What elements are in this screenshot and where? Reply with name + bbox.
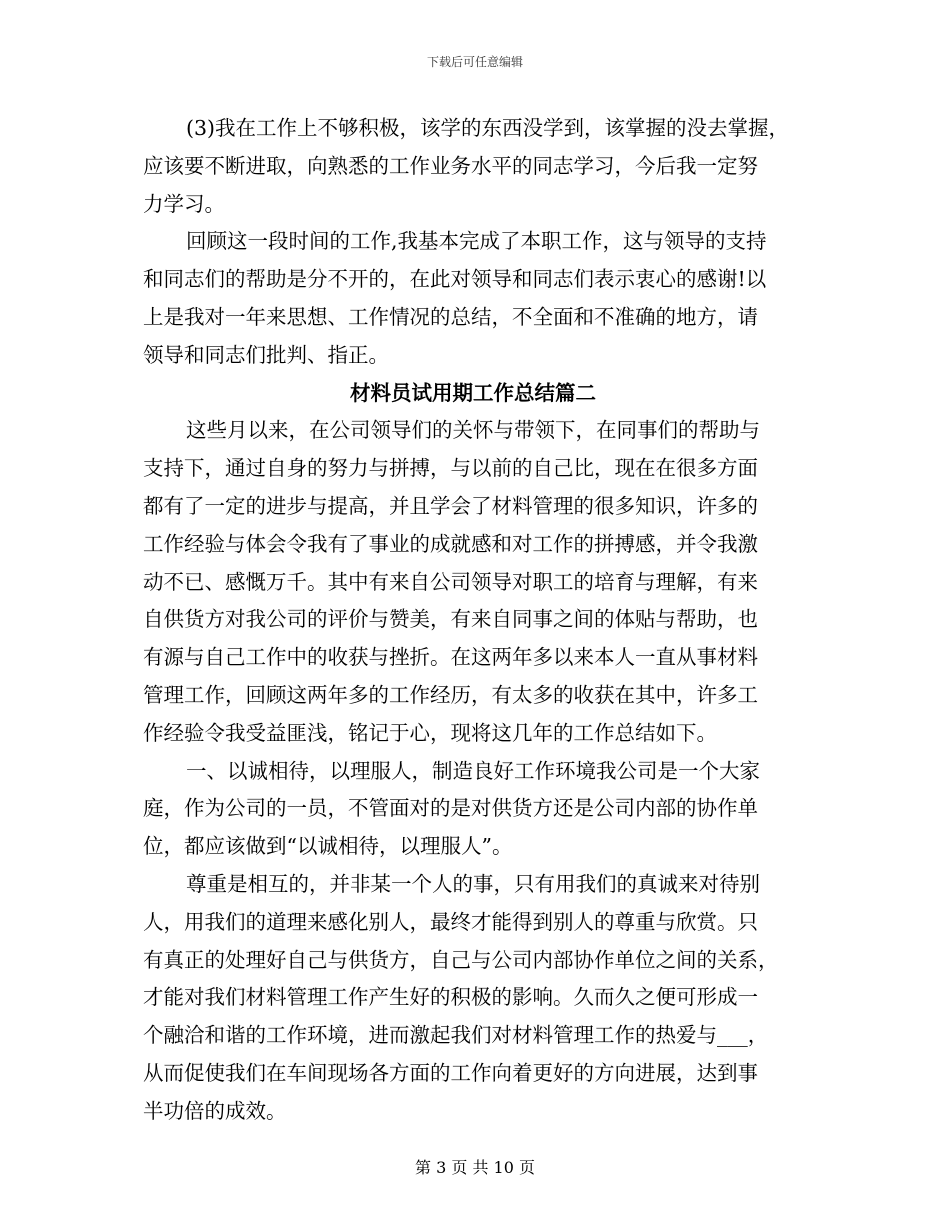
- paragraph-line: 有真正的处理好自己与供货方，自己与公司内部协作单位之间的关系，: [143, 947, 779, 972]
- paragraph-line: 都有了一定的进步与提高，并且学会了材料管理的很多知识，许多的: [143, 493, 758, 518]
- page-number: 第 3 页 共 10 页: [415, 1158, 535, 1177]
- paragraph-line: 支持下，通过自身的努力与拼搏，与以前的自己比，现在在很多方面: [143, 456, 758, 481]
- paragraph-line: 管理工作，回顾这两年多的工作经历，有太多的收获在其中，许多工: [143, 682, 758, 707]
- paragraph-line: 半功倍的成效。: [143, 1098, 287, 1123]
- paragraph-line: 领导和同志们批判、指正。: [143, 342, 389, 367]
- paragraph-line: 作经验令我受益匪浅，铭记于心，现将这几年的工作总结如下。: [143, 720, 717, 745]
- paragraph-line: 一、以诚相待，以理服人，制造良好工作环境我公司是一个大家: [186, 758, 760, 783]
- paragraph-line: 位，都应该做到“以诚相待，以理服人”。: [143, 834, 513, 859]
- paragraph-line: 庭，作为公司的一员，不管面对的是对供货方还是公司内部的协作单: [143, 796, 758, 821]
- paragraph-line: 上是我对一年来思想、工作情况的总结，不全面和不准确的地方，请: [143, 304, 758, 329]
- paragraph-line: 回顾这一段时间的工作,我基本完成了本职工作，这与领导的支持: [186, 229, 767, 254]
- document-body: [143, 110, 803, 1131]
- page-header-note: 下载后可任意编辑: [426, 55, 523, 69]
- section-title: 材料员试用期工作总结篇二: [350, 380, 596, 405]
- paragraph-line: 个融洽和谐的工作环境，进而激起我们对材料管理工作的热爱与___，: [143, 1023, 769, 1048]
- paragraph-line: 人，用我们的道理来感化别人，最终才能得到别人的尊重与欣赏。只: [143, 909, 758, 934]
- paragraph-line: 工作经验与体会令我有了事业的成就感和对工作的拼搏感，并令我激: [143, 531, 758, 556]
- paragraph-line: (3)我在工作上不够积极，该学的东西没学到，该掌握的没去掌握，: [186, 116, 790, 140]
- paragraph-line: 有源与自己工作中的收获与挫折。在这两年多以来本人一直从事材料: [143, 645, 758, 670]
- paragraph-line: 自供货方对我公司的评价与赞美，有来自同事之间的体贴与帮助，也: [143, 607, 758, 632]
- paragraph-line: 动不已、感慨万千。其中有来自公司领导对职工的培育与理解，有来: [143, 569, 758, 594]
- paragraph-line: 从而促使我们在车间现场各方面的工作向着更好的方向进展，达到事: [143, 1060, 758, 1085]
- paragraph-line: 尊重是相互的，并非某一个人的事，只有用我们的真诚来对待别: [186, 871, 760, 896]
- paragraph-line: 力学习。: [143, 191, 225, 216]
- paragraph-line: 这些月以来，在公司领导们的关怀与带领下，在同事们的帮助与: [186, 418, 760, 443]
- paragraph-line: 应该要不断进取，向熟悉的工作业务水平的同志学习，今后我一定努: [143, 153, 758, 178]
- paragraph-line: 和同志们的帮助是分不开的，在此对领导和同志们表示衷心的感谢!以: [143, 267, 767, 292]
- paragraph-line: 才能对我们材料管理工作产生好的积极的影响。久而久之便可形成一: [143, 985, 758, 1010]
